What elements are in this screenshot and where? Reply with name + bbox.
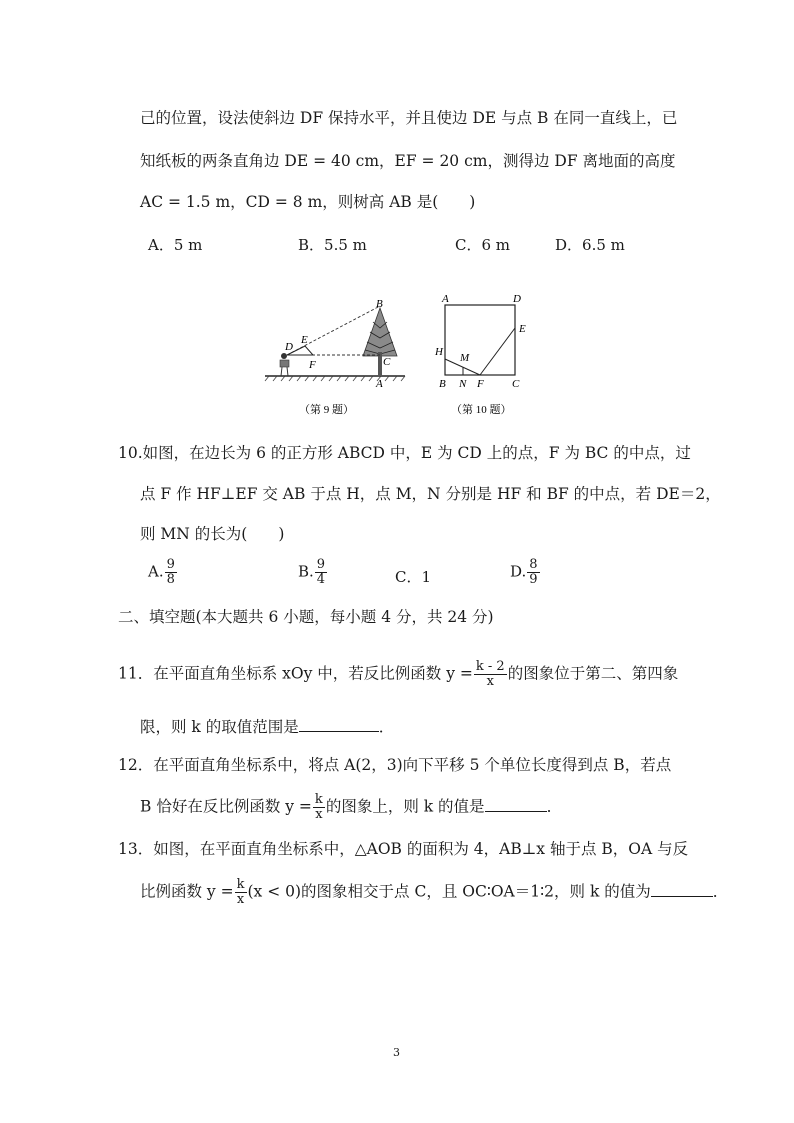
- q9-option-b: B．5.5 m: [298, 236, 367, 254]
- q10-line-1: 10.如图，在边长为 6 的正方形 ABCD 中，E 为 CD 上的点，F 为 BC 的中点，过: [118, 444, 691, 462]
- figure-9: [265, 298, 405, 416]
- figures-area: [255, 290, 545, 425]
- q10-option-d: D. $\frac{8}{9}$: [510, 557, 538, 587]
- q9-option-d: D．6.5 m: [555, 236, 625, 254]
- section-2-title: 二、填空题(本大题共 6 小题，每小题 4 分，共 24 分): [118, 608, 494, 626]
- label-h: H: [435, 346, 443, 358]
- observer-body: [280, 360, 289, 367]
- q10-option-a: A. $\frac{9}{8}$: [148, 557, 175, 587]
- label-c: C: [383, 356, 391, 368]
- label-n: N: [459, 378, 467, 390]
- label-c: C: [512, 378, 520, 390]
- q13-line-1: 13．如图，在平面直角坐标系中，△AOB 的面积为 4，AB⊥x 轴于点 B，OA 与反: [118, 840, 689, 858]
- q11-answer-blank[interactable]: [299, 715, 379, 732]
- q10-line-3: 则 MN 的长为( ): [140, 525, 285, 543]
- q11-line-1: 11．在平面直角坐标系 xOy 中，若反比例函数 y = $\frac{k - 2}{x}$ 的图象位于第二、第四象: [118, 659, 679, 689]
- square-abcd: [445, 305, 515, 375]
- label-f: F: [477, 378, 484, 390]
- q12-line-1: 12．在平面直角坐标系中，将点 A(2，3)向下平移 5 个单位长度得到点 B，若点: [118, 756, 672, 774]
- figure-9-caption: （第 9 题）: [299, 404, 354, 416]
- q10-line-2: 点 F 作 HF⊥EF 交 AB 于点 H，点 M，N 分别是 HF 和 BF 的中点，若 DE＝2，: [140, 485, 721, 503]
- q9-line-2: 知纸板的两条直角边 DE = 40 cm，EF = 20 cm，测得边 DF 离地面的高度: [140, 152, 676, 170]
- tree-trunk: [378, 352, 382, 376]
- label-m: M: [460, 352, 470, 364]
- label-e: E: [301, 334, 308, 346]
- observer-head: [281, 353, 287, 359]
- label-d: D: [513, 293, 521, 305]
- label-f: F: [309, 359, 316, 371]
- q12-answer-blank[interactable]: [485, 795, 547, 812]
- label-e: E: [519, 323, 526, 335]
- q10-option-c: C．1: [395, 568, 432, 586]
- q13-line-2: 比例函数 y = $\frac{k}{x}$ (x < 0)的图象相交于点 C，且 OC∶OA＝1∶2，则 k 的值为 ．: [140, 877, 729, 907]
- q11-line-2: 限，则 k 的取值范围是 ．: [140, 715, 394, 738]
- label-d: D: [285, 341, 293, 353]
- page-number: 3: [393, 1046, 400, 1059]
- label-a: A: [442, 293, 449, 305]
- label-b: B: [376, 298, 383, 310]
- label-a: A: [376, 378, 383, 390]
- segment-fe: [480, 328, 515, 375]
- label-b: B: [439, 378, 446, 390]
- q12-line-2: B 恰好在反比例函数 y = $\frac{k}{x}$ 的图象上，则 k 的值是 ．: [140, 792, 563, 822]
- figure-10-caption: （第 10 题）: [451, 404, 512, 416]
- q9-line-3: AC = 1.5 m，CD = 8 m，则树高 AB 是( ): [140, 193, 476, 211]
- q9-option-a: A．5 m: [148, 236, 203, 254]
- q9-line-1: 己的位置，设法使斜边 DF 保持水平，并且使边 DE 与点 B 在同一直线上，已: [140, 109, 678, 127]
- q13-answer-blank[interactable]: [651, 880, 713, 897]
- tree-crown: [363, 308, 397, 356]
- figure-10: [434, 293, 526, 416]
- q10-option-b: B. $\frac{9}{4}$: [298, 557, 326, 587]
- q9-option-c: C．6 m: [455, 236, 511, 254]
